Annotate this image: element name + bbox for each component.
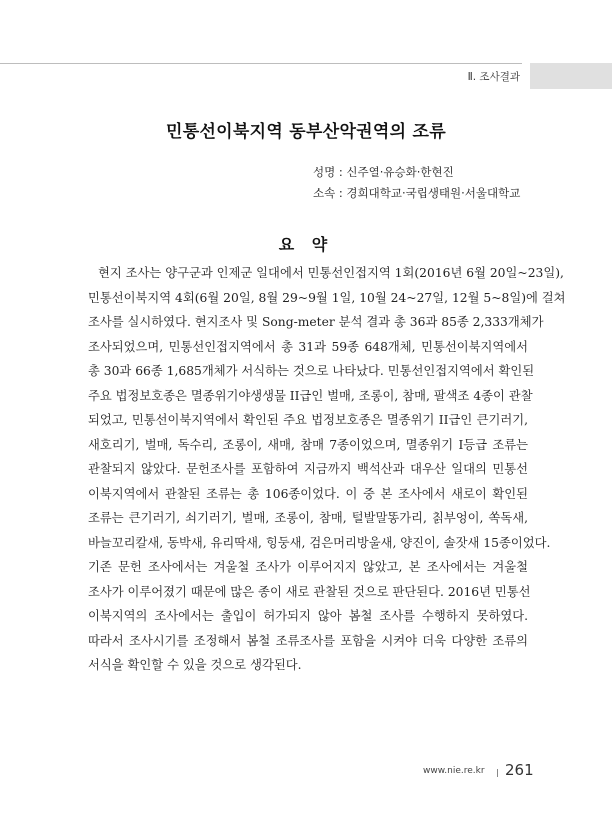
body-line: 새호리기, 벌매, 독수리, 조롱이, 새매, 참매 7종이었으며, 멸종위기 I등급 조류는 (88, 437, 528, 452)
summary-body (88, 261, 566, 678)
body-line: 주요 법정보호종은 멸종위기야생생물 II급인 벌매, 조롱이, 참매, 팔색조 4종이 관찰 (88, 388, 533, 403)
body-line: 조사되었으며, 민통선인접지역에서 총 31과 59종 648개체, 민통선이북지역에서 (88, 339, 528, 354)
footer-url: www.nie.re.kr (423, 766, 485, 776)
page-title: 민통선이북지역 동부산악권역의 조류 (166, 122, 446, 142)
body-line: 민통선이북지역 4회(6월 20일, 8월 29~9월 1일, 10월 24~27일, 12월 5~8일)에 걸쳐 (88, 290, 566, 305)
body-line: 되었고, 민통선이북지역에서 확인된 주요 법정보호종은 멸종위기 II급인 큰기러기, (88, 413, 528, 427)
body-line: 바늘꼬리칼새, 동박새, 유리딱새, 힝둥새, 검은머리방울새, 양진이, 솔잣새 15종이었다. (88, 535, 551, 550)
body-line: 관찰되지 않았다. 문헌조사를 포함하여 지금까지 백석산과 대우산 일대의 민통선 (88, 462, 528, 476)
body-line: 현지 조사는 양구군과 인제군 일대에서 민통선인접지역 1회(2016년 6월 20일~23일), (98, 266, 564, 280)
footer-separator (497, 769, 498, 777)
body-line: 조사가 이루어졌기 때문에 많은 종이 새로 관찰된 것으로 판단된다. 2016년 민통선 (88, 584, 531, 599)
body-line: 조사를 실시하였다. 현지조사 및 Song-meter 분석 결과 총 36과 85종 2,333개체가 (88, 315, 544, 329)
body-line: 따라서 조사시기를 조정해서 봄철 조류조사를 포함을 시켜야 더욱 다양한 조류의 (88, 633, 528, 648)
body-line: 조류는 큰기러기, 쇠기러기, 벌매, 조롱이, 참매, 털발말똥가리, 칡부엉이, 쏙독새, (88, 511, 528, 525)
body-line: 이북지역의 조사에서는 출입이 허가되지 않아 봄철 조사를 수행하지 못하였다. (88, 609, 528, 623)
body-line: 총 30과 66종 1,685개체가 서식하는 것으로 나타났다. 민통선인접지역에서 확인된 (88, 364, 535, 378)
authors: 성명 : 신주열·유승화·한현진 (313, 165, 454, 179)
page-number: 261 (505, 761, 534, 779)
body-line: 기존 문헌 조사에서는 겨울철 조사가 이루어지지 않았고, 본 조사에서는 겨울철 (88, 560, 528, 574)
header-tab-block (530, 63, 612, 89)
body-line: 서식을 확인할 수 있을 것으로 생각된다. (88, 658, 302, 672)
summary-heading: 요 약 (278, 235, 334, 254)
affiliation: 소속 : 경희대학교·국립생태원·서울대학교 (313, 186, 521, 200)
header-rule (0, 63, 522, 64)
body-line: 이북지역에서 관찰된 조류는 총 106종이었다. 이 중 본 조사에서 새로이 확인된 (88, 486, 528, 501)
section-label: Ⅱ. 조사결과 (467, 71, 520, 83)
